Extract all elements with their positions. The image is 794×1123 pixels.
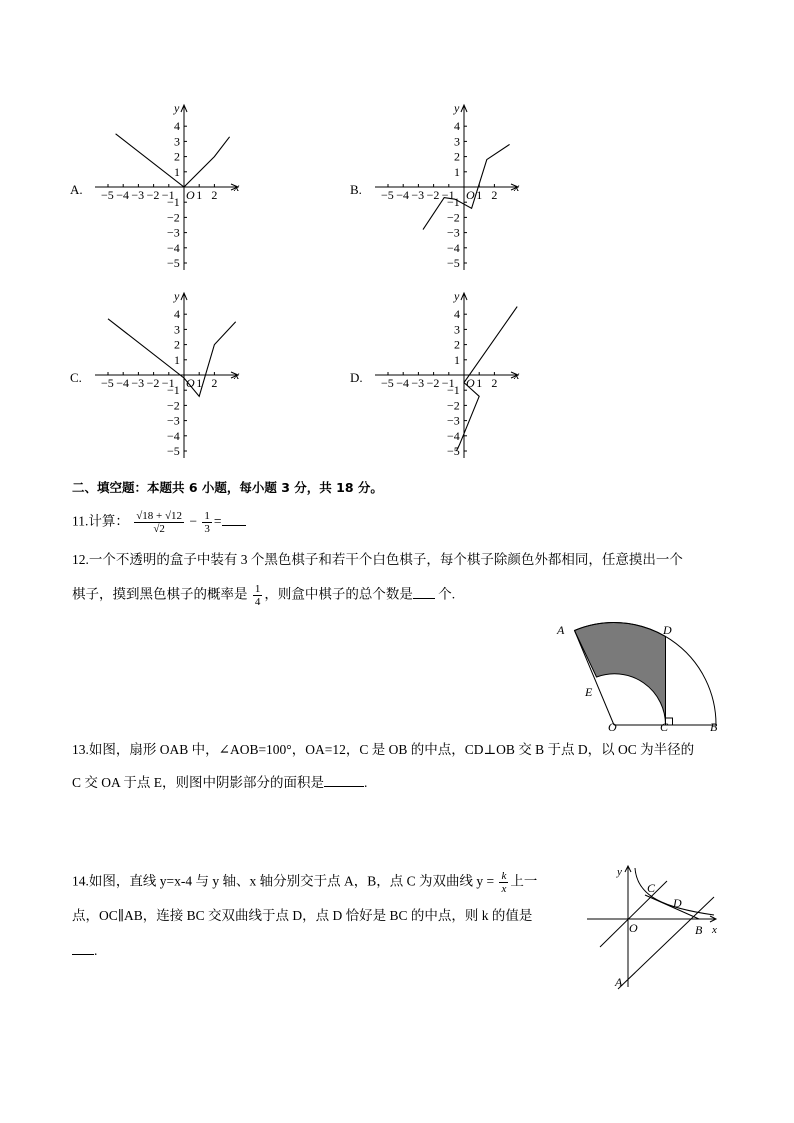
question-11 <box>72 510 246 535</box>
y-tick-label: −5 <box>447 256 460 270</box>
origin-label: O <box>466 376 475 390</box>
y-tick-label: 2 <box>454 337 460 352</box>
label-b: B <box>710 720 718 734</box>
x-tick-label: −3 <box>131 188 145 202</box>
x-axis-label: x <box>514 368 520 382</box>
one-third-fraction <box>202 510 212 535</box>
label-d: D <box>663 623 672 637</box>
label-e: E <box>585 685 593 699</box>
x-tick-label: 2 <box>211 188 218 202</box>
y-tick-label: −1 <box>447 195 460 210</box>
radical-fraction <box>134 510 184 535</box>
x-tick-label: −5 <box>381 376 394 390</box>
function-graph-line <box>116 134 230 187</box>
y-tick-label: 1 <box>174 352 180 367</box>
label-y: y <box>617 866 622 878</box>
option-label: B. <box>350 182 362 197</box>
x-tick-label: −2 <box>146 376 160 390</box>
origin-label: O <box>186 376 195 390</box>
x-tick-label: −1 <box>161 376 175 390</box>
x-tick-label: −4 <box>396 188 409 202</box>
fraction-numerator: √18 + √12 <box>136 510 183 522</box>
answer-blank[interactable] <box>324 772 364 787</box>
x-tick-label: −1 <box>441 188 455 202</box>
fraction-denominator: √2 <box>153 523 165 535</box>
section-heading: 二、填空题：本题共 6 小题，每小题 3 分，共 18 分。 <box>72 480 383 495</box>
y-axis-label: y <box>454 101 460 115</box>
question-14-line-1 <box>72 870 537 895</box>
hyperbola-figure <box>585 862 735 992</box>
question-prefix: 计算： <box>88 513 129 529</box>
probability-fraction <box>253 583 263 608</box>
x-tick-label: −3 <box>411 188 425 202</box>
x-axis-label: x <box>234 180 240 194</box>
y-axis-label: y <box>174 101 180 115</box>
y-tick-label: 3 <box>174 322 180 337</box>
origin-label: O <box>186 188 195 202</box>
y-tick-label: −1 <box>167 383 180 398</box>
y-tick-label: 1 <box>454 164 460 179</box>
x-tick-label: −1 <box>441 376 455 390</box>
x-tick-label: −2 <box>146 188 160 202</box>
y-tick-label: 4 <box>454 119 460 134</box>
fraction-numerator: k <box>501 870 507 882</box>
y-tick-label: 2 <box>174 337 180 352</box>
answer-blank[interactable] <box>413 584 435 599</box>
answer-blank[interactable] <box>72 940 94 955</box>
y-axis-label: y <box>454 289 460 303</box>
y-tick-label: −4 <box>447 240 460 255</box>
x-tick-label: 1 <box>476 376 483 390</box>
segment-bc <box>645 895 699 919</box>
x-tick-label: 1 <box>196 188 203 202</box>
x-tick-label: −2 <box>426 376 440 390</box>
x-axis-label: x <box>514 180 520 194</box>
x-tick-label: 1 <box>476 188 483 202</box>
fraction-numerator: 1 <box>204 510 210 522</box>
y-tick-label: −4 <box>447 428 460 443</box>
question-text: 上一 <box>510 873 538 889</box>
y-tick-label: −3 <box>167 225 180 240</box>
question-text: C 交 OA 于点 E，则图中阴影部分的面积是 <box>72 775 325 790</box>
coordinate-graph <box>87 100 267 275</box>
question-12-line-2 <box>72 583 455 608</box>
y-tick-label: −3 <box>447 413 460 428</box>
label-b: B <box>695 923 703 937</box>
option-label: C. <box>70 370 82 385</box>
y-tick-label: −5 <box>167 256 180 270</box>
y-tick-label: 4 <box>174 307 180 322</box>
x-tick-label: 2 <box>491 376 498 390</box>
unit-text: 个. <box>438 586 456 602</box>
minus-sign: − <box>189 513 198 529</box>
hyperbola-fraction <box>499 870 508 895</box>
label-d: D <box>673 896 682 910</box>
label-x: x <box>712 924 717 936</box>
y-tick-label: 1 <box>454 352 460 367</box>
question-number: 11. <box>72 513 89 529</box>
sector-figure <box>550 620 730 740</box>
period: . <box>94 943 98 958</box>
y-tick-label: −2 <box>167 398 180 413</box>
option-label: D. <box>350 370 363 385</box>
y-tick-label: 2 <box>454 149 460 164</box>
question-text: 棋子，摸到黑色棋子的概率是 <box>72 586 248 602</box>
question-13-line-2 <box>72 772 367 794</box>
label-o: O <box>629 921 638 935</box>
origin-label: O <box>466 188 475 202</box>
coordinate-graph <box>367 100 547 275</box>
fraction-denominator: x <box>501 883 507 895</box>
fraction-denominator: 4 <box>254 596 261 608</box>
x-tick-label: 2 <box>491 188 498 202</box>
x-tick-label: −1 <box>161 188 175 202</box>
coordinate-graph <box>367 288 547 463</box>
x-tick-label: 1 <box>196 376 203 390</box>
y-tick-label: 1 <box>174 164 180 179</box>
y-tick-label: −2 <box>447 398 460 413</box>
question-14-line-2: 点，OC∥AB，连接 BC 交双曲线于点 D，点 D 恰好是 BC 的中点，则 k 的值是 <box>72 908 533 923</box>
y-tick-label: −1 <box>447 383 460 398</box>
y-tick-label: 3 <box>454 134 460 149</box>
y-tick-label: −4 <box>167 240 180 255</box>
label-c: C <box>647 881 656 895</box>
label-o: O <box>608 720 617 734</box>
y-tick-label: 3 <box>454 322 460 337</box>
x-tick-label: −5 <box>381 188 394 202</box>
x-tick-label: −5 <box>101 376 114 390</box>
y-tick-label: 3 <box>174 134 180 149</box>
label-a: A <box>615 975 623 989</box>
y-tick-label: 2 <box>174 149 180 164</box>
shaded-region <box>575 623 666 725</box>
y-tick-label: 4 <box>454 307 460 322</box>
question-14-line-3 <box>72 940 97 962</box>
line-ab <box>618 897 714 989</box>
x-tick-label: −2 <box>426 188 440 202</box>
y-tick-label: 4 <box>174 119 180 134</box>
x-tick-label: −4 <box>116 188 129 202</box>
fraction-denominator: 3 <box>204 523 210 535</box>
fraction-numerator: 1 <box>254 583 261 595</box>
x-tick-label: −4 <box>396 376 409 390</box>
question-13-line-1: 13.如图，扇形 OAB 中，∠AOB=100°，OA=12，C 是 OB 的中点，CD⊥OB 交 B 于点 D，以 OC 为半径的 <box>72 742 695 757</box>
question-text: ，则盒中棋子的总个数是 <box>264 586 413 602</box>
period: . <box>364 775 368 790</box>
y-axis-label: y <box>174 289 180 303</box>
label-c: C <box>660 720 669 734</box>
x-tick-label: 2 <box>211 376 218 390</box>
x-tick-label: −3 <box>411 376 425 390</box>
line-oc <box>600 881 667 947</box>
y-tick-label: −5 <box>167 444 180 458</box>
question-12-line-1: 12.一个不透明的盒子中装有 3 个黑色棋子和若干个白色棋子，每个棋子除颜色外都相同，任意摸出一个 <box>72 552 683 567</box>
x-tick-label: −3 <box>131 376 145 390</box>
label-a: A <box>557 623 565 637</box>
y-tick-label: −1 <box>167 195 180 210</box>
question-text: 14.如图，直线 y=x-4 与 y 轴、x 轴分别交于点 A，B，点 C 为双曲线 y = <box>72 873 495 889</box>
y-tick-label: −5 <box>447 444 460 458</box>
y-tick-label: −2 <box>167 210 180 225</box>
equals-sign: = <box>213 513 222 529</box>
x-axis-label: x <box>234 368 240 382</box>
x-tick-label: −5 <box>101 188 114 202</box>
y-tick-label: −2 <box>447 210 460 225</box>
y-tick-label: −4 <box>167 428 180 443</box>
answer-blank[interactable] <box>222 511 246 526</box>
x-tick-label: −4 <box>116 376 129 390</box>
y-tick-label: −3 <box>167 413 180 428</box>
coordinate-graph <box>87 288 267 463</box>
option-label: A. <box>70 182 83 197</box>
y-tick-label: −3 <box>447 225 460 240</box>
